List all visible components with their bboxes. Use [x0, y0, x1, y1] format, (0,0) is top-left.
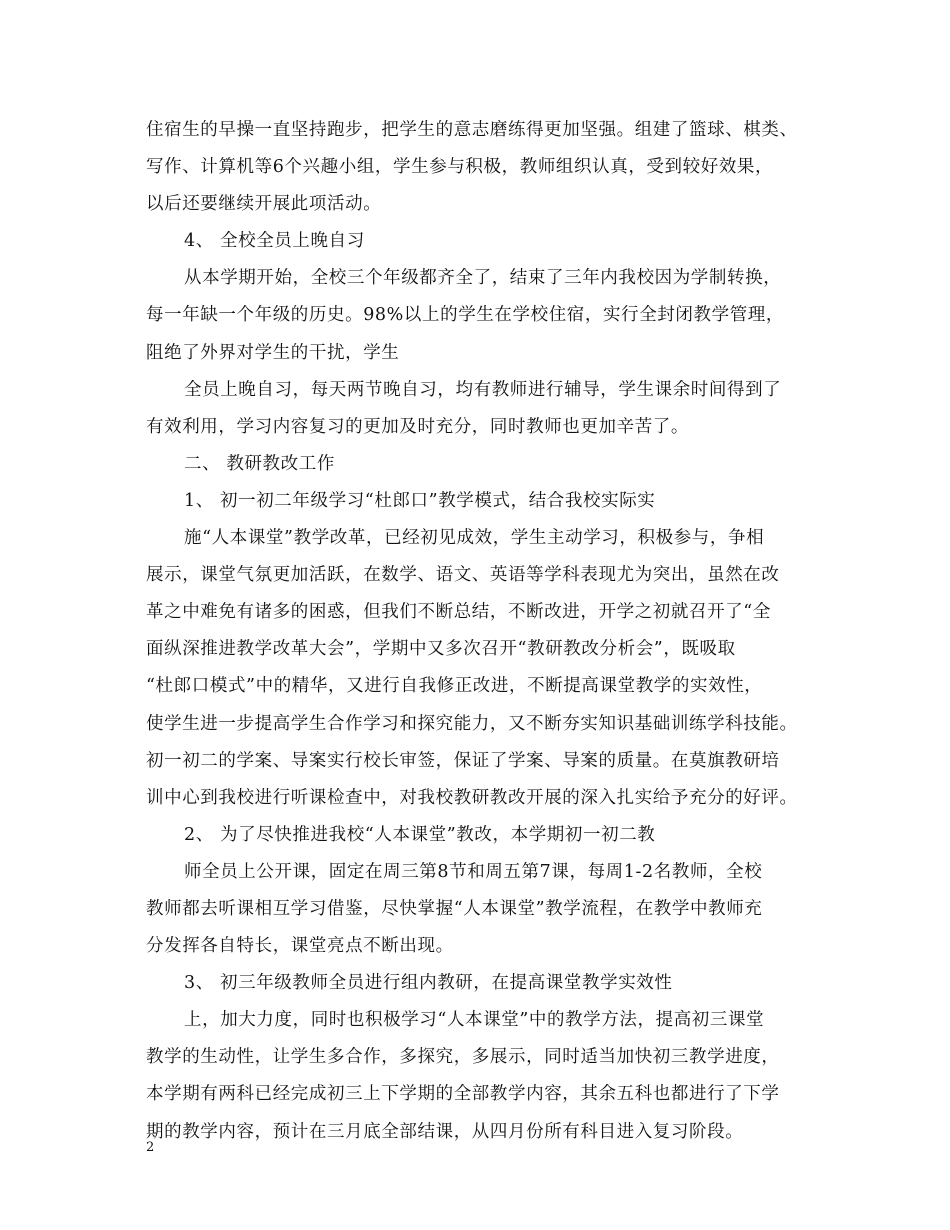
text-line: 从本学期开始，全校三个年级都齐全了，结束了三年内我校因为学制转换， — [184, 268, 782, 289]
text-line: 初一初二的学案、导案实行校长审签，保证了学案、导案的质量。在莫旗教研培 — [146, 750, 780, 771]
text-line: “杜郎口模式”中的精华，又进行自我修正改进，不断提高课堂教学的实效性， — [146, 676, 763, 697]
section-heading: 1、 初一初二年级学习“杜郎口”教学模式，结合我校实际实 — [184, 490, 656, 511]
section-heading: 二、 教研教改工作 — [184, 453, 335, 474]
text-line: 写作、计算机等6个兴趣小组，学生参与积极，教师组织认真，受到较好效果， — [146, 157, 774, 178]
text-line: 本学期有两科已经完成初三上下学期的全部教学内容，其余五科也都进行了下学 — [146, 1084, 780, 1105]
text-line: 阻绝了外界对学生的干扰，学生 — [146, 342, 400, 363]
text-line: 以后还要继续开展此项活动。 — [146, 194, 382, 215]
section-heading: 3、 初三年级教师全员进行组内教研，在提高课堂教学实效性 — [184, 973, 673, 994]
text-line: 每一年缺一个年级的历史。98%以上的学生在学校住宿，实行全封闭教学管理， — [146, 305, 784, 326]
body-text — [146, 112, 821, 1151]
text-line: 全员上晚自习，每天两节晚自习，均有教师进行辅导，学生课余时间得到了 — [184, 379, 782, 400]
text-line: 教学的生动性，让学生多合作，多探究，多展示，同时适当加快初三教学进度， — [146, 1047, 780, 1068]
text-line: 有效利用，学习内容复习的更加及时充分，同时教师也更加辛苦了。 — [146, 416, 689, 437]
text-line: 施“人本课堂”教学改革，已经初见成效，学生主动学习，积极参与，争相 — [184, 528, 765, 549]
page-number: 2 — [146, 1140, 155, 1155]
text-line: 训中心到我校进行听课检查中，对我校教研教改开展的深入扎实给予充分的好评。 — [146, 787, 798, 808]
text-line: 分发挥各自特长，课堂亮点不断出现。 — [146, 936, 454, 957]
text-line: 住宿生的早操一直坚持跑步，把学生的意志磨练得更加坚强。组建了篮球、棋类、 — [146, 120, 798, 140]
text-line: 期的教学内容，预计在三月底全部结课，从四月份所有科目进入复习阶段。 — [146, 1121, 744, 1142]
text-line: 使学生进一步提高学生合作学习和探究能力，又不断夯实知识基础训练学科技能。 — [146, 713, 798, 734]
text-line: 师全员上公开课，固定在周三第8节和周五第7课，每周1-2名教师，全校 — [184, 861, 763, 882]
text-line: 展示，课堂气氛更加活跃，在数学、语文、英语等学科表现尤为突出，虽然在改 — [146, 565, 780, 586]
section-heading: 2、 为了尽快推进我校“人本课堂”教改，本学期初一初二教 — [184, 824, 656, 845]
section-heading: 4、 全校全员上晚自习 — [184, 231, 365, 252]
text-line: 教师都去听课相互学习借鉴，尽快掌握“人本课堂”教学流程，在教学中教师充 — [146, 898, 763, 919]
text-line: 上，加大力度，同时也积极学习“人本课堂”中的教学方法，提高初三课堂 — [184, 1010, 765, 1031]
text-line: 革之中难免有诸多的困惑，但我们不断总结，不断改进，开学之初就召开了“全 — [146, 602, 771, 623]
text-line: 面纵深推进教学改革大会”，学期中又多次召开“教研教改分析会”，既吸取 — [146, 639, 736, 660]
